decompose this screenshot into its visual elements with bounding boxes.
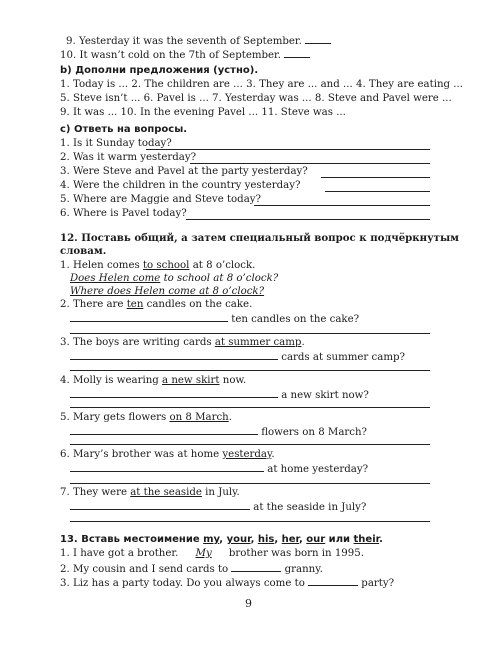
ex12-item-6-answer (70, 462, 368, 476)
exercise-12-heading-cont: словам. (60, 245, 107, 257)
answer-line[interactable] (325, 191, 430, 192)
ex13-line-3 (60, 576, 394, 590)
sentence-text: granny. (281, 564, 323, 575)
sentence-text: . (301, 337, 305, 348)
pronoun-option: my (203, 534, 220, 545)
underlined-words: at summer camp (214, 337, 302, 348)
answer-line[interactable] (146, 149, 430, 150)
sentence-text: flowers on 8 March? (261, 427, 368, 438)
ex12-item-4-answer (70, 388, 369, 402)
pronoun-option: their (353, 534, 380, 545)
b-line-3: 9. It was ... 10. In the evening Pavel ... 11. Steve was ... (60, 107, 346, 118)
b-line-2: 5. Steve isn’t ... 6. Pavel is ... 7. Yesterday was ... 8. Steve and Pavel were ... (60, 93, 452, 104)
heading-text: . (379, 534, 383, 545)
sentence-text: candles on the cake. (143, 299, 253, 310)
answer-blank[interactable] (70, 462, 264, 472)
c-question-2: 2. Was it warm yesterday? (60, 152, 197, 163)
ex12-item-5-answer (70, 425, 367, 439)
b-line-1: 1. Today is ... 2. The children are ... 3. They are ... and ... 4. They are eating ... (60, 79, 463, 90)
answer-line[interactable] (70, 370, 430, 371)
answer-line[interactable] (70, 521, 430, 522)
pronoun-option: our (306, 534, 326, 545)
pronoun-option: his (257, 534, 275, 545)
sentence-text: 4. Molly is wearing (60, 375, 163, 386)
answer-blank[interactable] (70, 350, 278, 360)
ex12-item-7 (60, 487, 240, 499)
sentence-text: . (271, 449, 275, 460)
sentence-text: 1. I have got a brother. (60, 548, 182, 559)
sentence-text: in July. (201, 487, 240, 498)
answer-blank[interactable] (70, 500, 250, 510)
answer-line[interactable] (190, 163, 430, 164)
answer-blank[interactable] (305, 34, 331, 44)
answer-blank[interactable] (70, 388, 278, 398)
ex12-item-7-answer (70, 500, 366, 514)
separator: , (299, 534, 307, 545)
sentence-text: 7. They were (60, 487, 131, 498)
sentence-text: party? (358, 578, 395, 589)
item-text: It wasn’t cold on the 7th of September. (79, 50, 282, 61)
ex12-item-3 (60, 337, 305, 349)
ex12-item-4 (60, 375, 246, 387)
ex13-line-2 (60, 562, 323, 576)
sentence-text: 2. My cousin and I send cards to (60, 564, 232, 575)
sentence-text: 1. Helen comes (60, 260, 143, 271)
ex12-item-1-special-question: Where does Helen come at 8 o’clock? (70, 286, 265, 297)
answer-blank-filled[interactable]: My (195, 548, 212, 559)
ex13-line-1 (60, 548, 364, 560)
exercise-12-heading: 12. Поставь общий, а затем специальный вопрос к подчёркнутым (60, 232, 460, 244)
sentence-text: 3. The boys are writing cards (60, 337, 215, 348)
ex12-item-6 (60, 449, 275, 461)
c-question-1: 1. Is it Sunday today? (60, 138, 172, 149)
sentence-text: brother was born in 1995. (225, 548, 364, 559)
underlined-words: yesterday (222, 449, 272, 460)
separator: , (219, 534, 227, 545)
pronoun-option: your (226, 534, 251, 545)
answer-blank[interactable] (231, 562, 281, 572)
underlined-words: ten (126, 299, 144, 310)
answer-blank[interactable] (308, 576, 358, 586)
exercise-13-heading (60, 534, 383, 546)
ex12-item-1-general-question (70, 273, 278, 285)
heading-text: 13. Вставь местоимение (60, 534, 204, 545)
separator: , (250, 534, 258, 545)
sentence-text: cards at summer camp? (281, 352, 405, 363)
answer-blank[interactable] (70, 425, 258, 435)
c-question-3: 3. Were Steve and Pavel at the party yesterday? (60, 166, 308, 177)
sentence-text: ten candles on the cake? (231, 314, 360, 325)
underlined-words: at the seaside (130, 487, 202, 498)
ex12-item-2-answer (70, 312, 359, 326)
section-c-heading: c) Ответь на вопросы. (60, 124, 188, 135)
answer-line[interactable] (70, 444, 430, 445)
answer-line[interactable] (254, 205, 430, 206)
sentence-text: at home yesterday? (267, 464, 369, 475)
sentence-text: at 8 o’clock. (189, 260, 256, 271)
ex12-item-5 (60, 412, 232, 424)
c-question-6: 6. Where is Pavel today? (60, 208, 187, 219)
answer-line[interactable] (186, 219, 430, 220)
underlined-words: to school (142, 260, 190, 271)
sentence-text: 5. Mary gets flowers (60, 412, 170, 423)
answer-line[interactable] (70, 483, 430, 484)
c-question-4: 4. Were the children in the country yesterday? (60, 180, 301, 191)
sentence-text: 6. Mary’s brother was at home (60, 449, 223, 460)
item-number: 9. (66, 36, 76, 47)
a-item-9 (66, 34, 331, 48)
sentence-text: to school at 8 o’clock? (160, 273, 279, 284)
ex12-item-3-answer (70, 350, 405, 364)
underlined-words: on 8 March (169, 412, 229, 423)
ex12-item-2 (60, 299, 252, 311)
item-number: 10. (60, 50, 77, 61)
answer-blank[interactable] (284, 48, 310, 58)
answer-line[interactable] (321, 177, 430, 178)
heading-text: или (325, 534, 354, 545)
page-number: 9 (245, 597, 252, 610)
item-text: Yesterday it was the seventh of September. (78, 36, 302, 47)
separator: , (274, 534, 282, 545)
underlined-words: a new skirt (162, 375, 220, 386)
answer-line[interactable] (70, 407, 430, 408)
ex12-item-1 (60, 260, 255, 272)
sentence-text: now. (219, 375, 247, 386)
sentence-text: . (228, 412, 232, 423)
c-question-5: 5. Where are Maggie and Steve today? (60, 194, 261, 205)
pronoun-option: her (281, 534, 299, 545)
answer-line[interactable] (70, 333, 430, 334)
section-b-heading: b) Дополни предложения (устно). (60, 65, 259, 76)
a-item-10 (60, 48, 310, 62)
sentence-text: a new skirt now? (281, 390, 369, 401)
sentence-text: at the seaside in July? (253, 502, 367, 513)
answer-handwritten: Does Helen come (70, 273, 161, 284)
sentence-text: 2. There are (60, 299, 127, 310)
answer-blank[interactable] (70, 312, 228, 322)
sentence-text: 3. Liz has a party today. Do you always come to (60, 578, 309, 589)
